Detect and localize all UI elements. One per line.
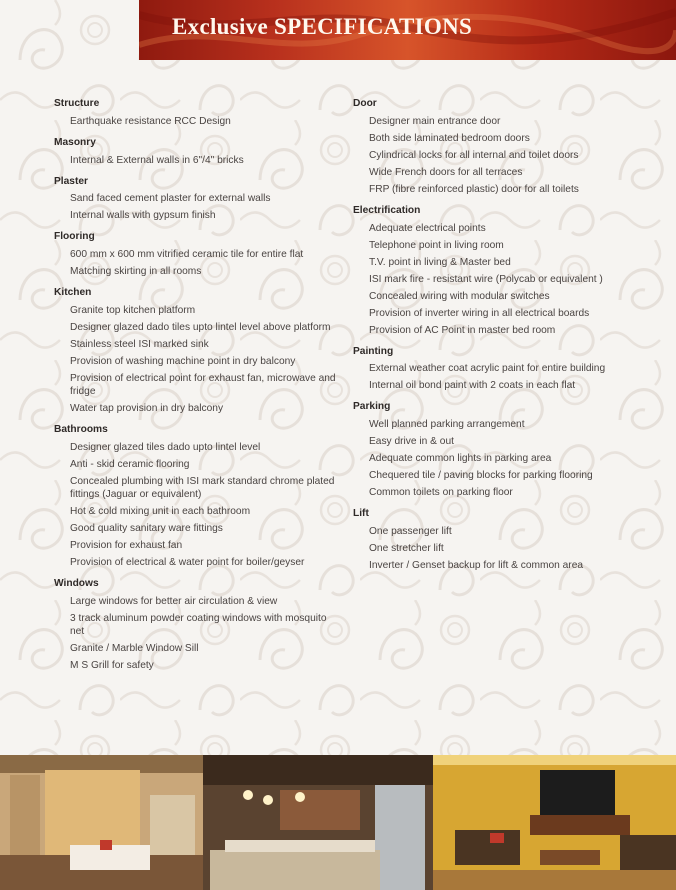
spec-item: Provision of inverter wiring in all electrical boards [369,307,590,319]
spec-item: Adequate electrical points [369,222,486,234]
spec-item: Matching skirting in all rooms [70,266,202,278]
section-painting [353,344,653,393]
spec-item: M S Grill for safety [70,659,154,671]
section-title: Masonry [54,136,96,148]
section-title: Plaster [54,175,88,187]
specifications-right-column [353,96,653,576]
section-title: Bathrooms [54,423,108,435]
section-title: Parking [353,401,391,413]
spec-item: Adequate common lights in parking area [369,453,552,465]
section-plaster [54,174,339,223]
section-title: Flooring [54,231,95,243]
bedroom-photo [0,755,203,890]
section-lift [353,506,653,572]
section-electrification [353,203,653,337]
spec-item: Easy drive in & out [369,436,454,448]
spec-item: Provision of electrical point for exhaust fan, microwave and fridge [70,372,336,397]
section-windows [54,576,339,672]
spec-item: Sand faced cement plaster for external walls [70,193,271,205]
spec-item: Designer main entrance door [369,115,501,127]
spec-item: Large windows for better air circulation & view [70,595,278,607]
spec-item: Designer glazed tiles dado upto lintel level [70,441,261,453]
spec-item: FRP (fibre reinforced plastic) door for all toilets [369,183,579,195]
spec-item: Well planned parking arrangement [369,419,525,431]
spec-item: Provision of AC Point in master bed room [369,324,556,336]
section-door [353,96,653,196]
spec-item: Internal & External walls in 6"/4" bricks [70,154,244,166]
spec-item: Internal oil bond paint with 2 coats in each flat [369,380,576,392]
spec-item: One stretcher lift [369,542,444,554]
spec-item: Telephone point in living room [369,239,504,251]
section-title: Electrification [353,204,421,216]
spec-item: Cylindrical locks for all internal and toilet doors [369,149,579,161]
section-kitchen [54,285,339,415]
section-flooring [54,229,339,278]
spec-item: Granite / Marble Window Sill [70,642,199,654]
spec-item: One passenger lift [369,525,452,537]
spec-item: Provision of electrical & water point for boiler/geyser [70,556,305,568]
spec-item: 3 track aluminum powder coating windows with mosquito net [70,612,327,637]
spec-item: Hot & cold mixing unit in each bathroom [70,505,251,517]
section-title: Lift [353,508,369,520]
section-title: Structure [54,98,100,109]
specifications-left-column [54,96,339,676]
spec-item: External weather coat acrylic paint for entire building [369,363,606,375]
spec-item: Water tap provision in dry balcony [70,402,224,414]
spec-item: Wide French doors for all terraces [369,166,523,178]
spec-item: Granite top kitchen platform [70,304,196,316]
section-title: Kitchen [54,287,92,299]
spec-item: Anti - skid ceramic flooring [70,458,190,470]
section-masonry [54,135,339,167]
spec-item: Designer glazed dado tiles upto lintel level above platform [70,321,331,333]
section-title: Door [353,98,377,109]
living-room-photo [433,755,676,890]
interior-photos-strip [0,755,676,890]
spec-item: Provision of washing machine point in dry balcony [70,355,296,367]
page-title: Exclusive SPECIFICATIONS [172,14,473,39]
spec-item: Common toilets on parking floor [369,487,513,499]
spec-item: Good quality sanitary ware fittings [70,522,223,534]
spec-item: Concealed wiring with modular switches [369,290,550,302]
spec-item: Provision for exhaust fan [70,539,183,551]
spec-item: ISI mark fire - resistant wire (Polycab or equivalent ) [369,273,603,285]
spec-item: Chequered tile / paving blocks for parking flooring [369,470,593,482]
title-banner [139,0,676,60]
section-parking [353,399,653,499]
section-bathrooms [54,422,339,569]
spec-item: Inverter / Genset backup for lift & common area [369,559,584,571]
spec-item: Earthquake resistance RCC Design [70,115,231,127]
spec-item: Stainless steel ISI marked sink [70,338,209,350]
kitchen-photo [203,755,433,890]
section-title: Windows [54,577,99,589]
spec-item: Internal walls with gypsum finish [70,210,216,222]
section-title: Painting [353,345,394,357]
spec-item: Concealed plumbing with ISI mark standard chrome plated fittings (Jaguar or equivalent) [70,475,335,500]
spec-item: T.V. point in living & Master bed [369,256,511,268]
spec-item: Both side laminated bedroom doors [369,132,530,144]
spec-item: 600 mm x 600 mm vitrified ceramic tile for entire flat [70,249,304,261]
section-structure [54,96,339,128]
